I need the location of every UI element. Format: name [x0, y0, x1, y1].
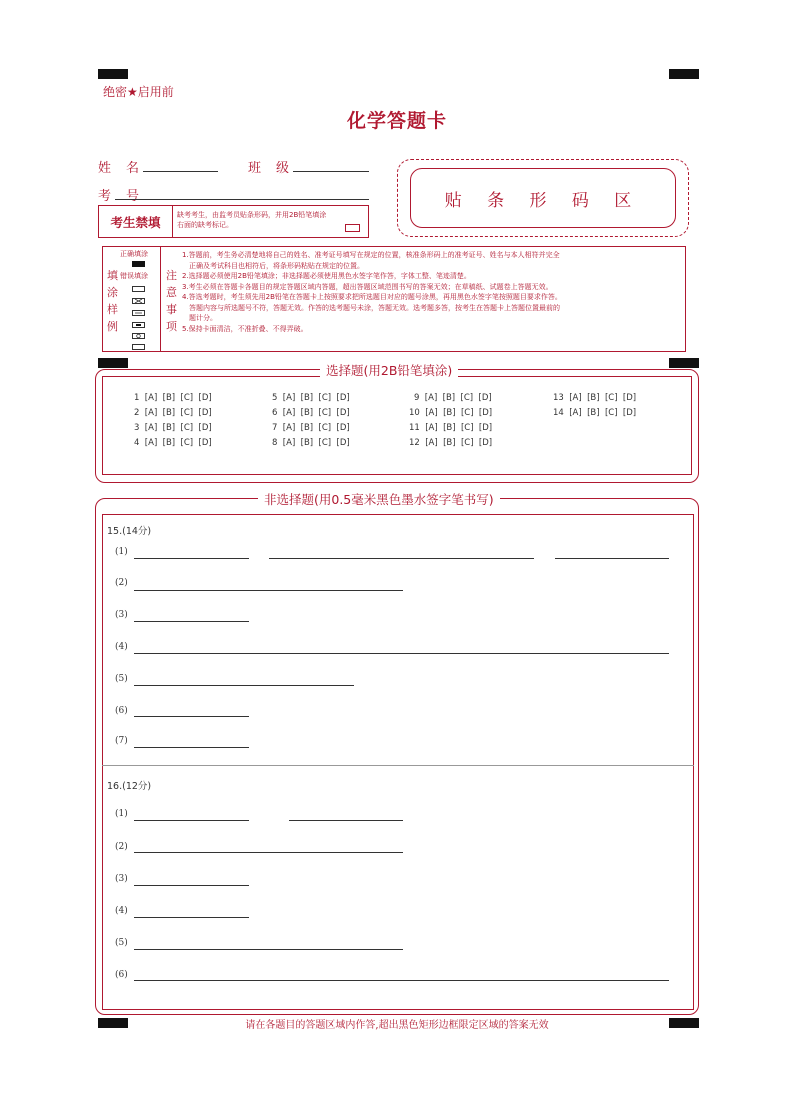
- q16-blank-label: (6): [115, 970, 128, 980]
- choice-row[interactable]: 11 [A] [B] [C] [D]: [409, 423, 493, 433]
- notes-side-label-2: 意: [166, 286, 177, 299]
- wrong-sample-3: [132, 310, 145, 316]
- q15-1-answer-a[interactable]: [134, 558, 249, 559]
- note-item: 2.选择题必须使用2B铅笔填涂；非选择题必须使用黑色水签字笔作答，字体工整、笔迹清楚。: [182, 272, 471, 280]
- q15-7-answer[interactable]: [134, 747, 249, 748]
- q15-4-answer[interactable]: [134, 653, 669, 654]
- q16-3-answer[interactable]: [134, 885, 249, 886]
- note-item: 题计分。: [182, 314, 217, 322]
- wrong-sample-2: [132, 298, 145, 304]
- notes-side-label-4: 项: [166, 320, 177, 333]
- choice-row[interactable]: 1 [A] [B] [C] [D]: [134, 393, 212, 403]
- registration-mark-top-left: [98, 69, 128, 79]
- note-item: 正确及考试科目也相符后，将条形码粘贴在规定的位置。: [182, 261, 364, 270]
- q15-3-answer[interactable]: [134, 621, 249, 622]
- q16-6-answer[interactable]: [134, 980, 669, 981]
- choice-row[interactable]: 2 [A] [B] [C] [D]: [134, 408, 212, 418]
- q15-blank-label: (6): [115, 706, 128, 716]
- choice-row[interactable]: 8 [A] [B] [C] [D]: [272, 438, 350, 448]
- name-field[interactable]: [143, 171, 218, 172]
- notes-list: [182, 250, 684, 334]
- question-16-title: 16.(12分): [107, 781, 152, 792]
- q16-blank-label: (4): [115, 906, 128, 916]
- nonchoice-divider: [102, 765, 694, 766]
- choice-row[interactable]: 6 [A] [B] [C] [D]: [272, 408, 350, 418]
- q16-blank-label: (1): [115, 809, 128, 819]
- choice-row[interactable]: 3 [A] [B] [C] [D]: [134, 423, 212, 433]
- q16-4-answer[interactable]: [134, 917, 249, 918]
- choice-row[interactable]: 10 [A] [B] [C] [D]: [409, 408, 493, 418]
- q15-blank-label: (5): [115, 674, 128, 684]
- exam-no-field[interactable]: [115, 199, 369, 200]
- q16-5-answer[interactable]: [134, 949, 403, 950]
- nonchoice-heading: 非选择题(用0.5毫米黑色墨水签字笔书写): [258, 490, 500, 508]
- absent-box: [98, 205, 369, 238]
- choice-row[interactable]: 4 [A] [B] [C] [D]: [134, 438, 212, 448]
- q15-6-answer[interactable]: [134, 716, 249, 717]
- question-15-title: 15.(14分): [107, 526, 152, 537]
- choice-row[interactable]: 12 [A] [B] [C] [D]: [409, 438, 493, 448]
- exam-no-label: 考 号: [98, 189, 141, 204]
- q16-2-answer[interactable]: [134, 852, 403, 853]
- notes-side-label-1: 注: [166, 269, 177, 282]
- fill-side-label-3: 样: [107, 303, 118, 316]
- q15-blank-label: (3): [115, 610, 128, 620]
- q15-1-answer-b[interactable]: [269, 558, 534, 559]
- class-field[interactable]: [293, 171, 369, 172]
- choice-row[interactable]: 9 [A] [B] [C] [D]: [414, 393, 492, 403]
- secret-label: 绝密★启用前: [103, 85, 174, 99]
- choice-row[interactable]: 5 [A] [B] [C] [D]: [272, 393, 350, 403]
- registration-mark-mid-left: [98, 358, 128, 368]
- absent-instruction: 缺考考生，由监考员贴条形码，并用2B铅笔填涂右面的缺考标记。: [177, 211, 327, 229]
- q16-1-answer-b[interactable]: [289, 820, 403, 821]
- page-title: 化学答题卡: [346, 110, 447, 132]
- q16-1-answer-a[interactable]: [134, 820, 249, 821]
- absent-mark-box[interactable]: [345, 224, 360, 232]
- fill-side-label-1: 填: [107, 269, 118, 282]
- wrong-fill-label: 错误填涂: [120, 272, 148, 280]
- correct-fill-label: 正确填涂: [120, 250, 148, 258]
- wrong-sample-4: [132, 322, 145, 328]
- absent-label: 考生禁填: [99, 206, 173, 237]
- q15-blank-label: (4): [115, 642, 128, 652]
- choice-row[interactable]: 14 [A] [B] [C] [D]: [553, 408, 637, 418]
- choice-row[interactable]: 13 [A] [B] [C] [D]: [553, 393, 637, 403]
- registration-mark-mid-right: [669, 358, 699, 368]
- q15-1-answer-c[interactable]: [555, 558, 669, 559]
- notes-side-label-3: 事: [166, 303, 177, 316]
- registration-mark-top-right: [669, 69, 699, 79]
- choice-row[interactable]: 7 [A] [B] [C] [D]: [272, 423, 350, 433]
- q15-5-answer[interactable]: [134, 685, 354, 686]
- barcode-area: 贴 条 形 码 区: [410, 168, 676, 228]
- wrong-sample-1: [132, 286, 145, 292]
- correct-fill-sample: [132, 261, 145, 267]
- instructions-box: [102, 246, 686, 352]
- q15-blank-label: (7): [115, 736, 128, 746]
- q15-blank-label: (1): [115, 547, 128, 557]
- fill-sample-panel: [103, 247, 161, 351]
- note-item: 3.考生必须在答题卡各题目的规定答题区域内答题，超出答题区域范围书写的答案无效；在草稿纸、试题卷上答题无效。: [182, 282, 553, 291]
- note-item: 5.保持卡面清洁，不准折叠、不得弄破。: [182, 324, 308, 333]
- class-label: 班 级: [248, 161, 291, 176]
- q16-blank-label: (5): [115, 938, 128, 948]
- nonchoice-section-inner: [102, 514, 694, 1010]
- wrong-sample-5: [132, 333, 145, 339]
- fill-side-label-2: 涂: [107, 286, 118, 299]
- q16-blank-label: (3): [115, 874, 128, 884]
- name-label: 姓 名: [98, 161, 141, 176]
- choice-heading: 选择题(用2B铅笔填涂): [320, 361, 458, 379]
- q15-blank-label: (2): [115, 578, 128, 588]
- q15-2-answer[interactable]: [134, 590, 403, 591]
- note-item: 4.答选考题时，考生须先用2B铅笔在答题卡上按照要求把所选题目对应的题号涂黑，再用黑色水签字笔按照题目要求作答。: [182, 293, 562, 301]
- note-item: 答题内容与所选题号不符，答题无效。作答的选考题号未涂，答题无效。选考题多答，按考生在答题卡上答题位置最前的: [182, 303, 560, 312]
- footer-note: 请在各题目的答题区域内作答,超出黑色矩形边框限定区域的答案无效: [245, 1020, 549, 1031]
- wrong-sample-6: [132, 344, 145, 350]
- note-item: 1.答题前，考生务必清楚地将自己的姓名、准考证号填写在规定的位置，核准条形码上的准考证号、姓名与本人相符并完全: [182, 251, 560, 259]
- fill-side-label-4: 例: [107, 320, 118, 333]
- q16-blank-label: (2): [115, 842, 128, 852]
